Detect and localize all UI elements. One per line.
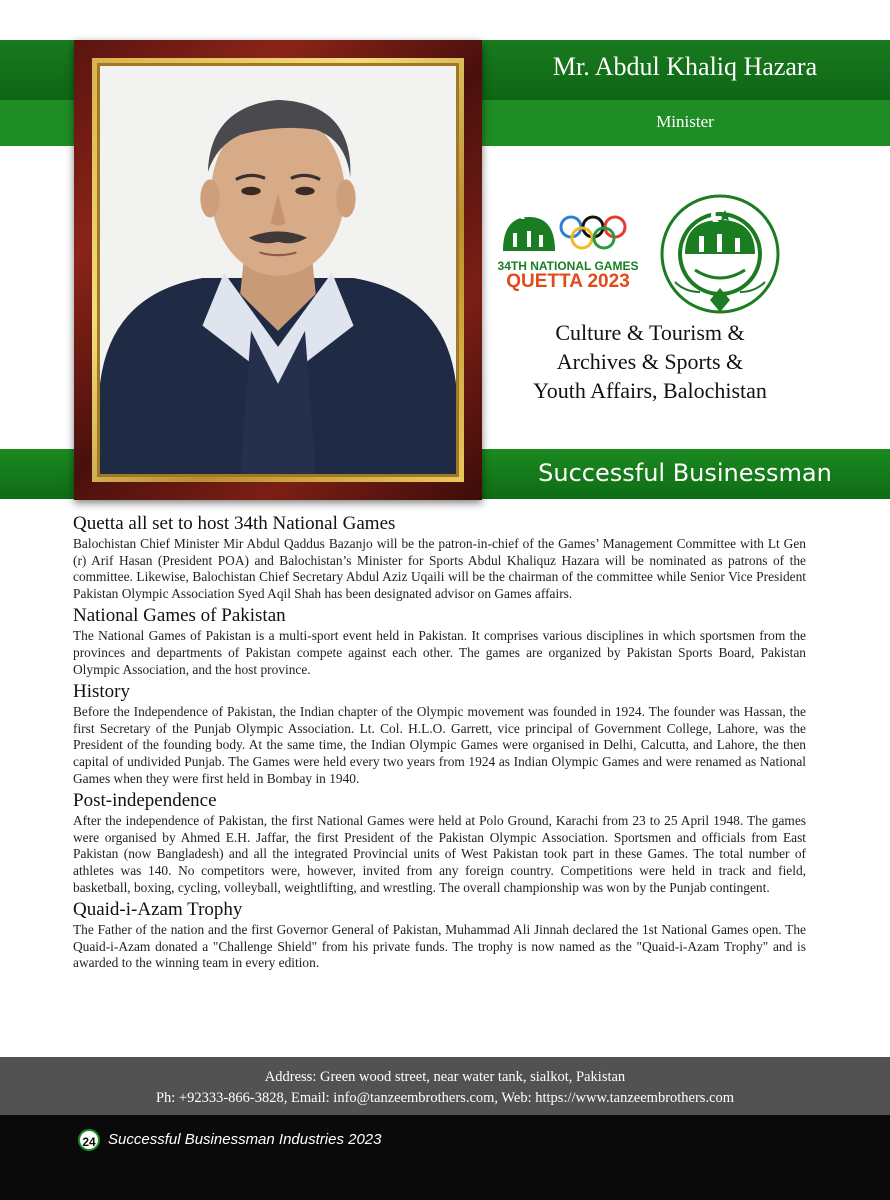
section-heading: Quetta all set to host 34th National Games <box>73 513 396 534</box>
publication-footer <box>0 1115 890 1200</box>
national-games-logo <box>491 205 645 295</box>
section-paragraph: The Father of the nation and the first Governor General of Pakistan, Muhammad Ali Jinnah declared the 1st National Games open. The Quaid-i-Azam donated a "Challenge Shield" from his private funds. The trophy is now named as the "Quaid-i-Azam Trophy" and is awarded to the winning team in every edition. <box>73 922 806 971</box>
section-paragraph: After the independence of Pakistan, the first National Games were held at Polo Ground, Karachi from 23 to 25 April 1948. The games were organised by Ahmed E.H. Jaffar, the first President of the Pakistan Olympic Association. Sportsmen and officials from East Pakistan (now Bangladesh) and all the integrated Provincial units of West Pakistan took part in these Games. The total number of athletes was 140. No competitors were, however, invited from any foreign country. Competitions were held in track and field, basketball, boxing, cycling, volleyball, weightlifting, and wrestling. The overall championship was won by the Punjab contingent. <box>73 813 806 895</box>
article-body <box>73 512 806 974</box>
portrait-photo <box>100 66 456 474</box>
section-heading: National Games of Pakistan <box>73 605 286 627</box>
person-role: Minister <box>656 112 714 131</box>
department-line-1: Culture & Tourism & <box>555 320 745 345</box>
games-logo-line1: 34TH NATIONAL GAMES <box>497 259 639 273</box>
contact-footer <box>0 1057 890 1115</box>
magazine-banner: Successful Businessman <box>538 459 832 487</box>
department-title <box>490 318 810 405</box>
section-heading: History <box>73 681 130 703</box>
department-line-3: Youth Affairs, Balochistan <box>533 378 767 403</box>
footer-contact: Ph: +92333-866-3828, Email: info@tanzeembrothers.com, Web: https://www.tanzeembrothers.com <box>155 1090 735 1106</box>
footer-address: Address: Green wood street, near water tank, sialkot, Pakistan <box>264 1069 626 1085</box>
games-logo-line2: QUETTA 2023 <box>506 271 630 292</box>
section-paragraph: The National Games of Pakistan is a multi-sport event held in Pakistan. It comprises various disciplines in which sportsmen from the provinces and departments of Pakistan compete against each other. The games are organized by Pakistan Sports Board, Pakistan Olympic Association, and the host province. <box>73 628 806 677</box>
portrait-frame <box>74 40 482 500</box>
sports-department-emblem <box>655 192 785 322</box>
department-line-2: Archives & Sports & <box>556 349 744 374</box>
publication-title: Successful Businessman Industries 2023 <box>108 1131 382 1148</box>
person-name: Mr. Abdul Khaliq Hazara <box>552 52 818 81</box>
section-heading: Quaid-i-Azam Trophy <box>73 899 243 921</box>
section-heading: Post-independence <box>73 790 217 812</box>
section-paragraph: Before the Independence of Pakistan, the Indian chapter of the Olympic movement was founded in 1924. The founder was Hassan, the first Secretary of the Punjab Olympic Association. Lt. Col. H.L.O. Garrett, vice principal of Government College, Lahore, was the President of the founding body. At the same time, the Indian Olympic Games were organised in Delhi, Calcutta, and Lahore, the then capital of undivided Punjab. The Games were held every two years from 1924 as Indian Olympic Games and were renamed as National Games when they were first held in Bombay in 1940. <box>73 704 806 786</box>
section-paragraph: Balochistan Chief Minister Mir Abdul Qaddus Bazanjo will be the patron-in-chief of the Games’ Management Committee with Lt Gen (r) Arif Hasan (President POA) and Balochistan’s Minister for Sports Abdul Khaliquz Hazara will be nominated as patrons of the committee. Likewise, Balochistan Chief Secretary Abdul Aziz Uqaili will be the chairman of the committee while Senior Vice President Pakistan Olympic Association Syed Aqil Shah has been designated advisor on Games affairs. <box>73 536 806 601</box>
page-number-badge: 24 <box>78 1129 100 1151</box>
